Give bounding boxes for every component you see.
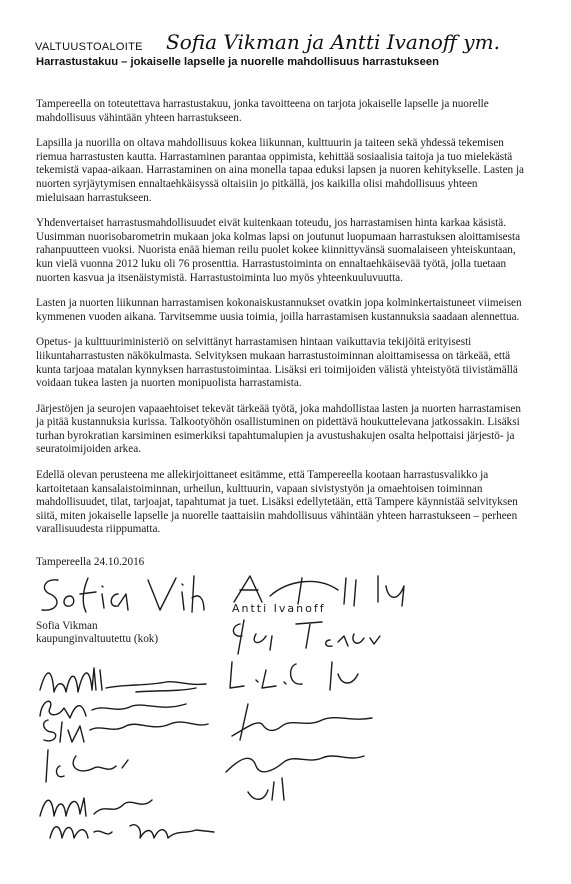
signature [226,616,396,656]
signature [226,700,376,744]
signature [38,746,148,786]
handwritten-authors: Sofia Vikman ja Antti Ivanoff ym. [166,30,500,54]
signature [36,662,226,696]
signer-name-second: Antti Ivanoff [232,602,326,615]
document-title: Harrastustakuu – jokaiselle lapselle ja nuorelle mahdollisuus harrastukseen [36,56,439,68]
paragraph: Järjestöjen ja seurojen vapaaehtoiset tekevät tärkeää työtä, joka mahdollistaa lasten ja nuorten harrastamisen ja pitää kustannuksia kurissa. Talkootyöhön osallistuminen on pidettävä houkuttelevana jatkossakin. Lisäksi turhan byrokratian karsiminen esimerkiksi tapahtumalupien ja avustushakujen osalta helpottaisi järjestö- ja seuratoimijoiden arkea. [36,402,521,456]
signature-sofia-vikman [36,572,206,622]
paragraph: Edellä olevan perusteena me allekirjoittaneet esitämme, että Tampereella kootaan harrastusvalikko ja kartoitetaan kansalaistoiminnan, urheilun, kulttuurin, vapaan sivistystyön ja omaehtoisen toiminnan mahdollisuudet, tilat, tarjoajat, tapahtumat ja tuet. Lisäksi edellytetään, että Tampere käynnistää selvityksen siitä, miten jokaiselle lapselle ja nuorelle taattaisiin mahdollisuus vähintään yhteen harrastukseen – perheen varallisuudesta riippumatta. [36,469,518,536]
paragraph: Lasten ja nuorten liikunnan harrastamisen kokonaiskustannukset ovatkin jopa kolminkertaistuneet viimeisen kymmenen vuoden aikana. Tarvitsemme uusia toimia, joilla harrastamisen kustannuksia saadaan alennettua. [36,297,522,323]
document-body [36,98,526,549]
signer-name: Sofia Vikman [36,620,98,632]
signer-role: kaupunginvaltuutettu (kok) [36,633,159,645]
signature [222,656,372,696]
paragraph: Tampereella on toteutettava harrastustakuu, jonka tavoitteena on tarjota jokaiselle lapselle ja nuorelle mahdollisuus vähintään yhteen harrastukseen. [36,98,489,124]
signer-block [36,620,158,646]
signature [38,712,218,746]
signature [244,772,304,804]
signature [46,816,221,844]
paragraph: Lapsilla ja nuorilla on oltava mahdollisuus kokea liikunnan, kulttuurin ja taiteen sekä yhdessä tekemisen riemua harrastusten kautta. Harrastaminen parantaa oppimista, kehittää sosiaalisia taitoja ja tuo mielekästä tekemistä vapaa-aikaan. Harrastaminen on aina monella tapaa eduksi lapsen ja nuoren kehitykselle. Lasten ja nuorten syrjäytymisen ennaltaehkäisyssä oltaisiin jo pitkällä, jos kaikilla olisi mahdollisuus yhteen mieluisaan harrastukseen. [36,137,525,204]
paragraph: Yhdenvertaiset harrastusmahdollisuudet eivät kuitenkaan toteudu, jos harrastamisen hinta karkaa käsistä. Uusimman nuorisobarometrin mukaan joka kolmas lapsi on joutunut luopumaan harrastuksen aloittamisesta rahanpuutteen vuoksi. Nuorista enää hieman reilu puolet kokee kiinnittyvänsä suomalaiseen yhteiskuntaan, kun vielä vuonna 2012 luku oli 76 prosenttia. Harrastustoiminta on ennaltaehkäisevää työtä, jolla tuetaan nuorten kasvua ja itsenäistymistä. Harrastustoiminta luo myös yhteenkuuluvuutta. [36,217,521,284]
document-type-label: VALTUUSTOALOITE [35,41,143,53]
paragraph: Opetus- ja kulttuuriministeriö on selvittänyt harrastamisen hintaan vaikuttavia tekijöitä erityisesti liikuntaharrastusten näkökulmasta. Selvityksen mukaan harrastustoiminnan aloittamisessa on tärkeää, että kunta tarjoaa matalan kynnyksen harrastustoimintaa. Lisäksi eri toimijoiden välistä yhteistyötä tiivistämällä voidaan tukea lasten ja nuorten monipuolista harrastamista. [36,336,518,390]
date-line: Tampereella 24.10.2016 [36,556,145,568]
